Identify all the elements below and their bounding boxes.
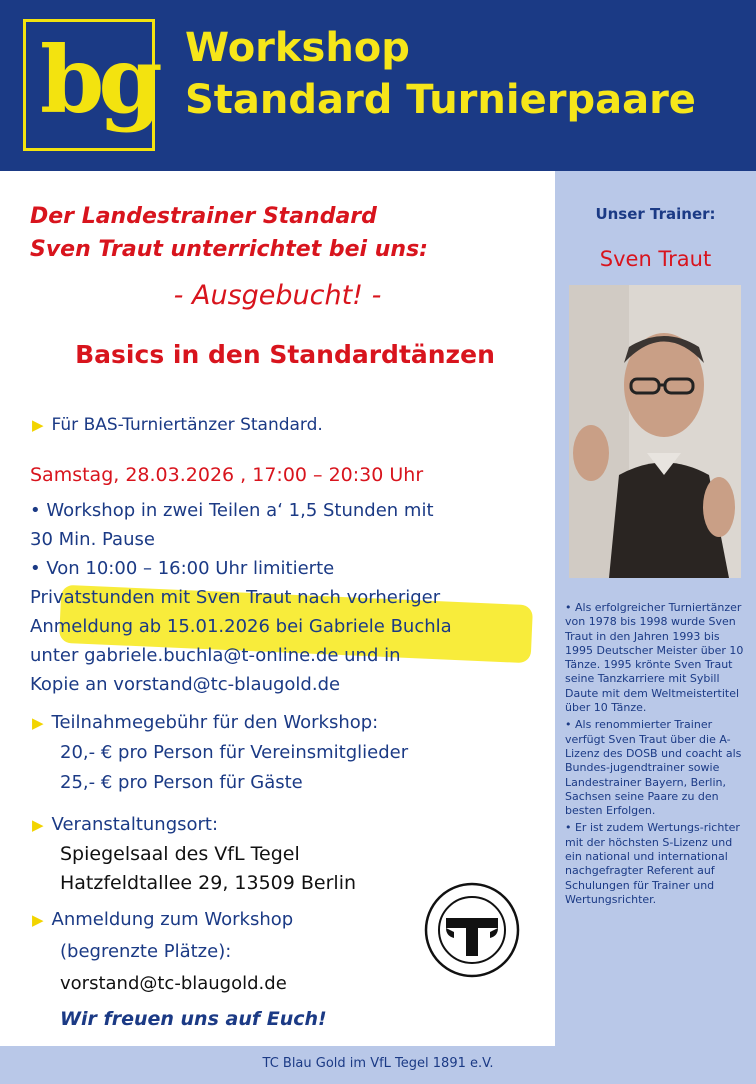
- page-title: [185, 22, 696, 126]
- fee-members: 20,- € pro Person für Vereinsmitglieder: [60, 742, 409, 763]
- event-date: Samstag, 28.03.2026 , 17:00 – 20:30 Uhr: [30, 464, 424, 486]
- yellow-triangle-icon: ▶: [32, 816, 44, 834]
- registration-heading: Anmeldung zum Workshop: [51, 909, 294, 930]
- vfl-tegel-badge-icon: [424, 882, 520, 978]
- venue-address: Hatzfeldtallee 29, 13509 Berlin: [60, 872, 357, 894]
- trainer-name: Sven Traut: [599, 247, 712, 271]
- yellow-triangle-icon: ▶: [32, 714, 44, 732]
- detail-line: Anmeldung ab 15.01.2026 bei Gabriele Buchla: [30, 616, 452, 637]
- intro-text: [30, 200, 550, 266]
- logo-text: bg: [40, 26, 157, 134]
- venue-section: [32, 810, 356, 898]
- target-audience-text: Für BAS-Turniertänzer Standard.: [51, 415, 323, 435]
- intro-line-1: Der Landestrainer Standard: [30, 204, 377, 229]
- registration-section: [32, 904, 293, 1000]
- detail-line: 30 Min. Pause: [30, 529, 155, 550]
- bio-paragraph: • Als erfolgreicher Turniertänzer von 1978 bis 1998 wurde Sven Traut in den Jahren 1993 bis 1995 Deutscher Meister über 10 Tänze. 1995 krönte Sven Traut seine Tanzkarriere mit Sybill Daute mit dem Weltmeistertitel über 10 Tänze.: [565, 601, 744, 715]
- trainer-sidebar: [555, 171, 756, 1046]
- details-list: [30, 496, 530, 699]
- closing-text: Wir freuen uns auf Euch!: [60, 1008, 327, 1030]
- venue-heading: Veranstaltungsort:: [51, 814, 219, 835]
- bio-paragraph: • Er ist zudem Wertungs-richter mit der höchsten S-Lizenz und ein national und international nachgefragter Referent auf Schulungen für Trainer und Wertungsrichter.: [565, 821, 740, 906]
- venue-name: Spiegelsaal des VfL Tegel: [60, 843, 300, 865]
- trainer-bio: [565, 601, 751, 910]
- subtitle: Basics in den Standardtänzen: [75, 340, 495, 369]
- trainer-photo: [569, 285, 741, 578]
- fee-heading: Teilnahmegebühr für den Workshop:: [51, 712, 379, 733]
- intro-line-2: Sven Traut unterrichtet bei uns:: [30, 237, 428, 262]
- yellow-triangle-icon: ▶: [32, 416, 44, 434]
- detail-line: Privatstunden mit Sven Traut nach vorheriger: [30, 587, 441, 608]
- registration-email[interactable]: vorstand@tc-blaugold.de: [60, 973, 287, 994]
- target-audience: [32, 415, 323, 435]
- header-banner: [0, 0, 756, 171]
- booked-out-notice: - Ausgebucht! -: [173, 280, 382, 311]
- detail-line: • Von 10:00 – 16:00 Uhr limitierte: [30, 558, 335, 579]
- fee-section: [32, 708, 408, 798]
- trainer-label: Unser Trainer:: [595, 205, 716, 223]
- detail-line: • Workshop in zwei Teilen a‘ 1,5 Stunden mit: [30, 500, 434, 521]
- footer-bar: [0, 1046, 756, 1084]
- detail-line: Kopie an vorstand@tc-blaugold.de: [30, 674, 341, 695]
- yellow-triangle-icon: ▶: [32, 911, 44, 929]
- registration-note: (begrenzte Plätze):: [60, 941, 232, 962]
- fee-guests: 25,- € pro Person für Gäste: [60, 772, 303, 793]
- title-line-2: Standard Turnierpaare: [185, 77, 696, 123]
- club-logo: [23, 19, 155, 151]
- footer-text: TC Blau Gold im VfL Tegel 1891 e.V.: [262, 1056, 494, 1071]
- title-line-1: Workshop: [185, 25, 410, 71]
- bio-paragraph: • Als renommierter Trainer verfügt Sven Traut über die A-Lizenz des DOSB und coacht als Bundes-jugendtrainer sowie Landestrainer Bayern, Berlin, Sachsen seine Paare zu den besten Erfolgen.: [565, 718, 742, 818]
- detail-line: unter gabriele.buchla@t-online.de und in: [30, 645, 401, 666]
